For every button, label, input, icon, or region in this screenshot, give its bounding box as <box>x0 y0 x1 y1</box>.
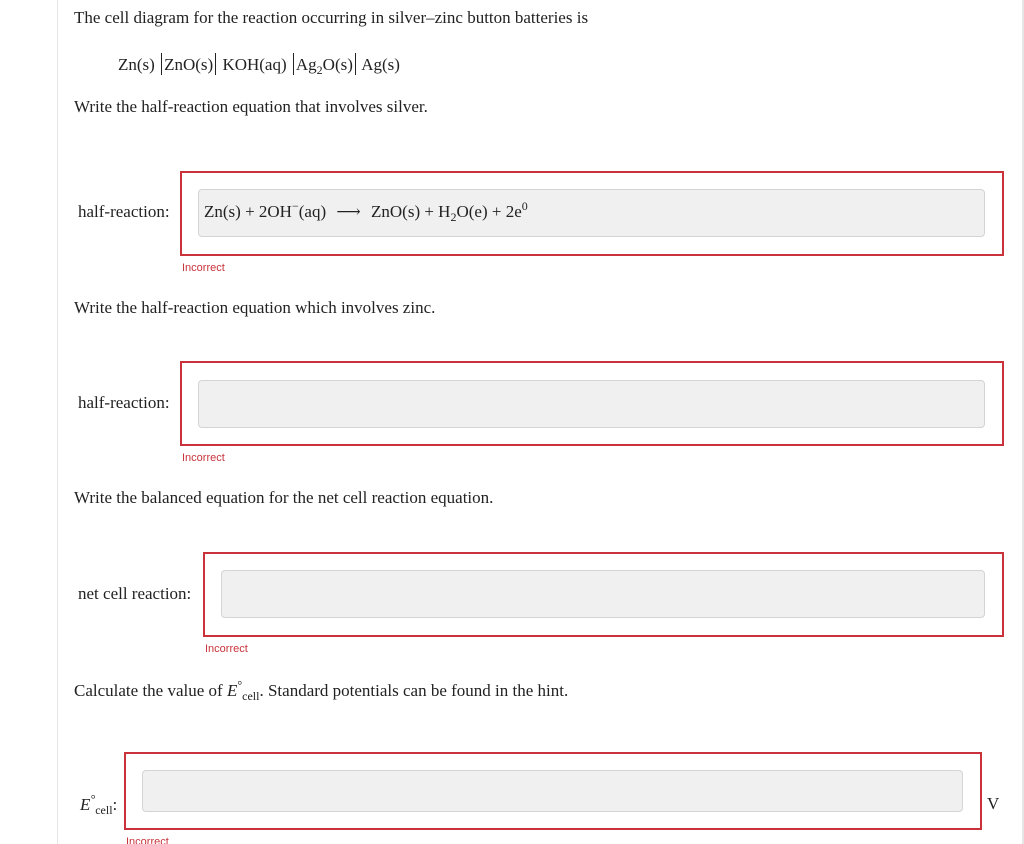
question-3-answer-field[interactable] <box>221 570 985 618</box>
phase-boundary <box>215 53 216 75</box>
cell-zno: ZnO(s) <box>164 55 214 74</box>
cell-ag: Ag(s) <box>361 55 400 74</box>
question-1-answer-field[interactable] <box>198 189 985 237</box>
label-e: E <box>80 795 91 814</box>
question-4-status: Incorrect <box>126 836 169 844</box>
question-4-prompt <box>74 678 569 703</box>
question-3-prompt: Write the balanced equation for the net cell reaction equation. <box>74 488 494 507</box>
question-2-prompt: Write the half-reaction equation which involves zinc. <box>74 298 436 317</box>
answer-rhs: ZnO(s) + H <box>371 202 451 221</box>
answer-lhs-superscript: − <box>291 199 299 213</box>
phase-boundary <box>161 53 162 75</box>
label-colon: : <box>112 795 118 814</box>
cell-ag2o-base: Ag <box>295 55 317 74</box>
question-1-label: half-reaction: <box>78 202 170 221</box>
question-2-answer-field[interactable] <box>198 380 985 428</box>
unit-label: V <box>987 794 1000 813</box>
left-margin <box>0 0 57 844</box>
prompt-degree: ° <box>237 678 243 692</box>
answer-lhs-tail: (aq) <box>298 202 327 221</box>
prompt-post: . Standard potentials can be found in the hint. <box>259 681 569 700</box>
intro-text: The cell diagram for the reaction occurring in silver–zinc button batteries is <box>74 8 589 27</box>
question-1-prompt: Write the half-reaction equation that involves silver. <box>74 97 428 116</box>
label-degree: ° <box>90 792 96 806</box>
left-divider <box>57 0 58 844</box>
label-subscript: cell <box>95 803 113 817</box>
question-1-status: Incorrect <box>182 262 225 274</box>
reaction-arrow: ⟶ <box>336 202 361 221</box>
cell-koh: KOH(aq) <box>222 55 287 74</box>
answer-rhs-subscript: 2 <box>450 210 457 224</box>
question-4-answer-field[interactable] <box>142 770 963 812</box>
question-2-label: half-reaction: <box>78 393 170 412</box>
cell-ag2o-tail: O(s) <box>322 55 353 74</box>
question-3-label: net cell reaction: <box>78 584 192 603</box>
cell-ag2o-subscript: 2 <box>316 63 323 77</box>
question-4-label <box>80 792 118 817</box>
answer-lhs: Zn(s) + 2OH <box>204 202 292 221</box>
question-2-status: Incorrect <box>182 452 225 464</box>
phase-boundary <box>355 53 356 75</box>
answer-rhs-superscript: 0 <box>521 199 528 213</box>
question-3-status: Incorrect <box>205 643 248 655</box>
answer-rhs-tail: O(e) + 2e <box>456 202 522 221</box>
prompt-e: E <box>226 681 238 700</box>
phase-boundary <box>293 53 294 75</box>
cell-diagram <box>118 53 400 75</box>
prompt-subscript: cell <box>242 689 260 703</box>
prompt-pre: Calculate the value of <box>74 681 227 700</box>
cell-zn: Zn(s) <box>118 55 155 74</box>
